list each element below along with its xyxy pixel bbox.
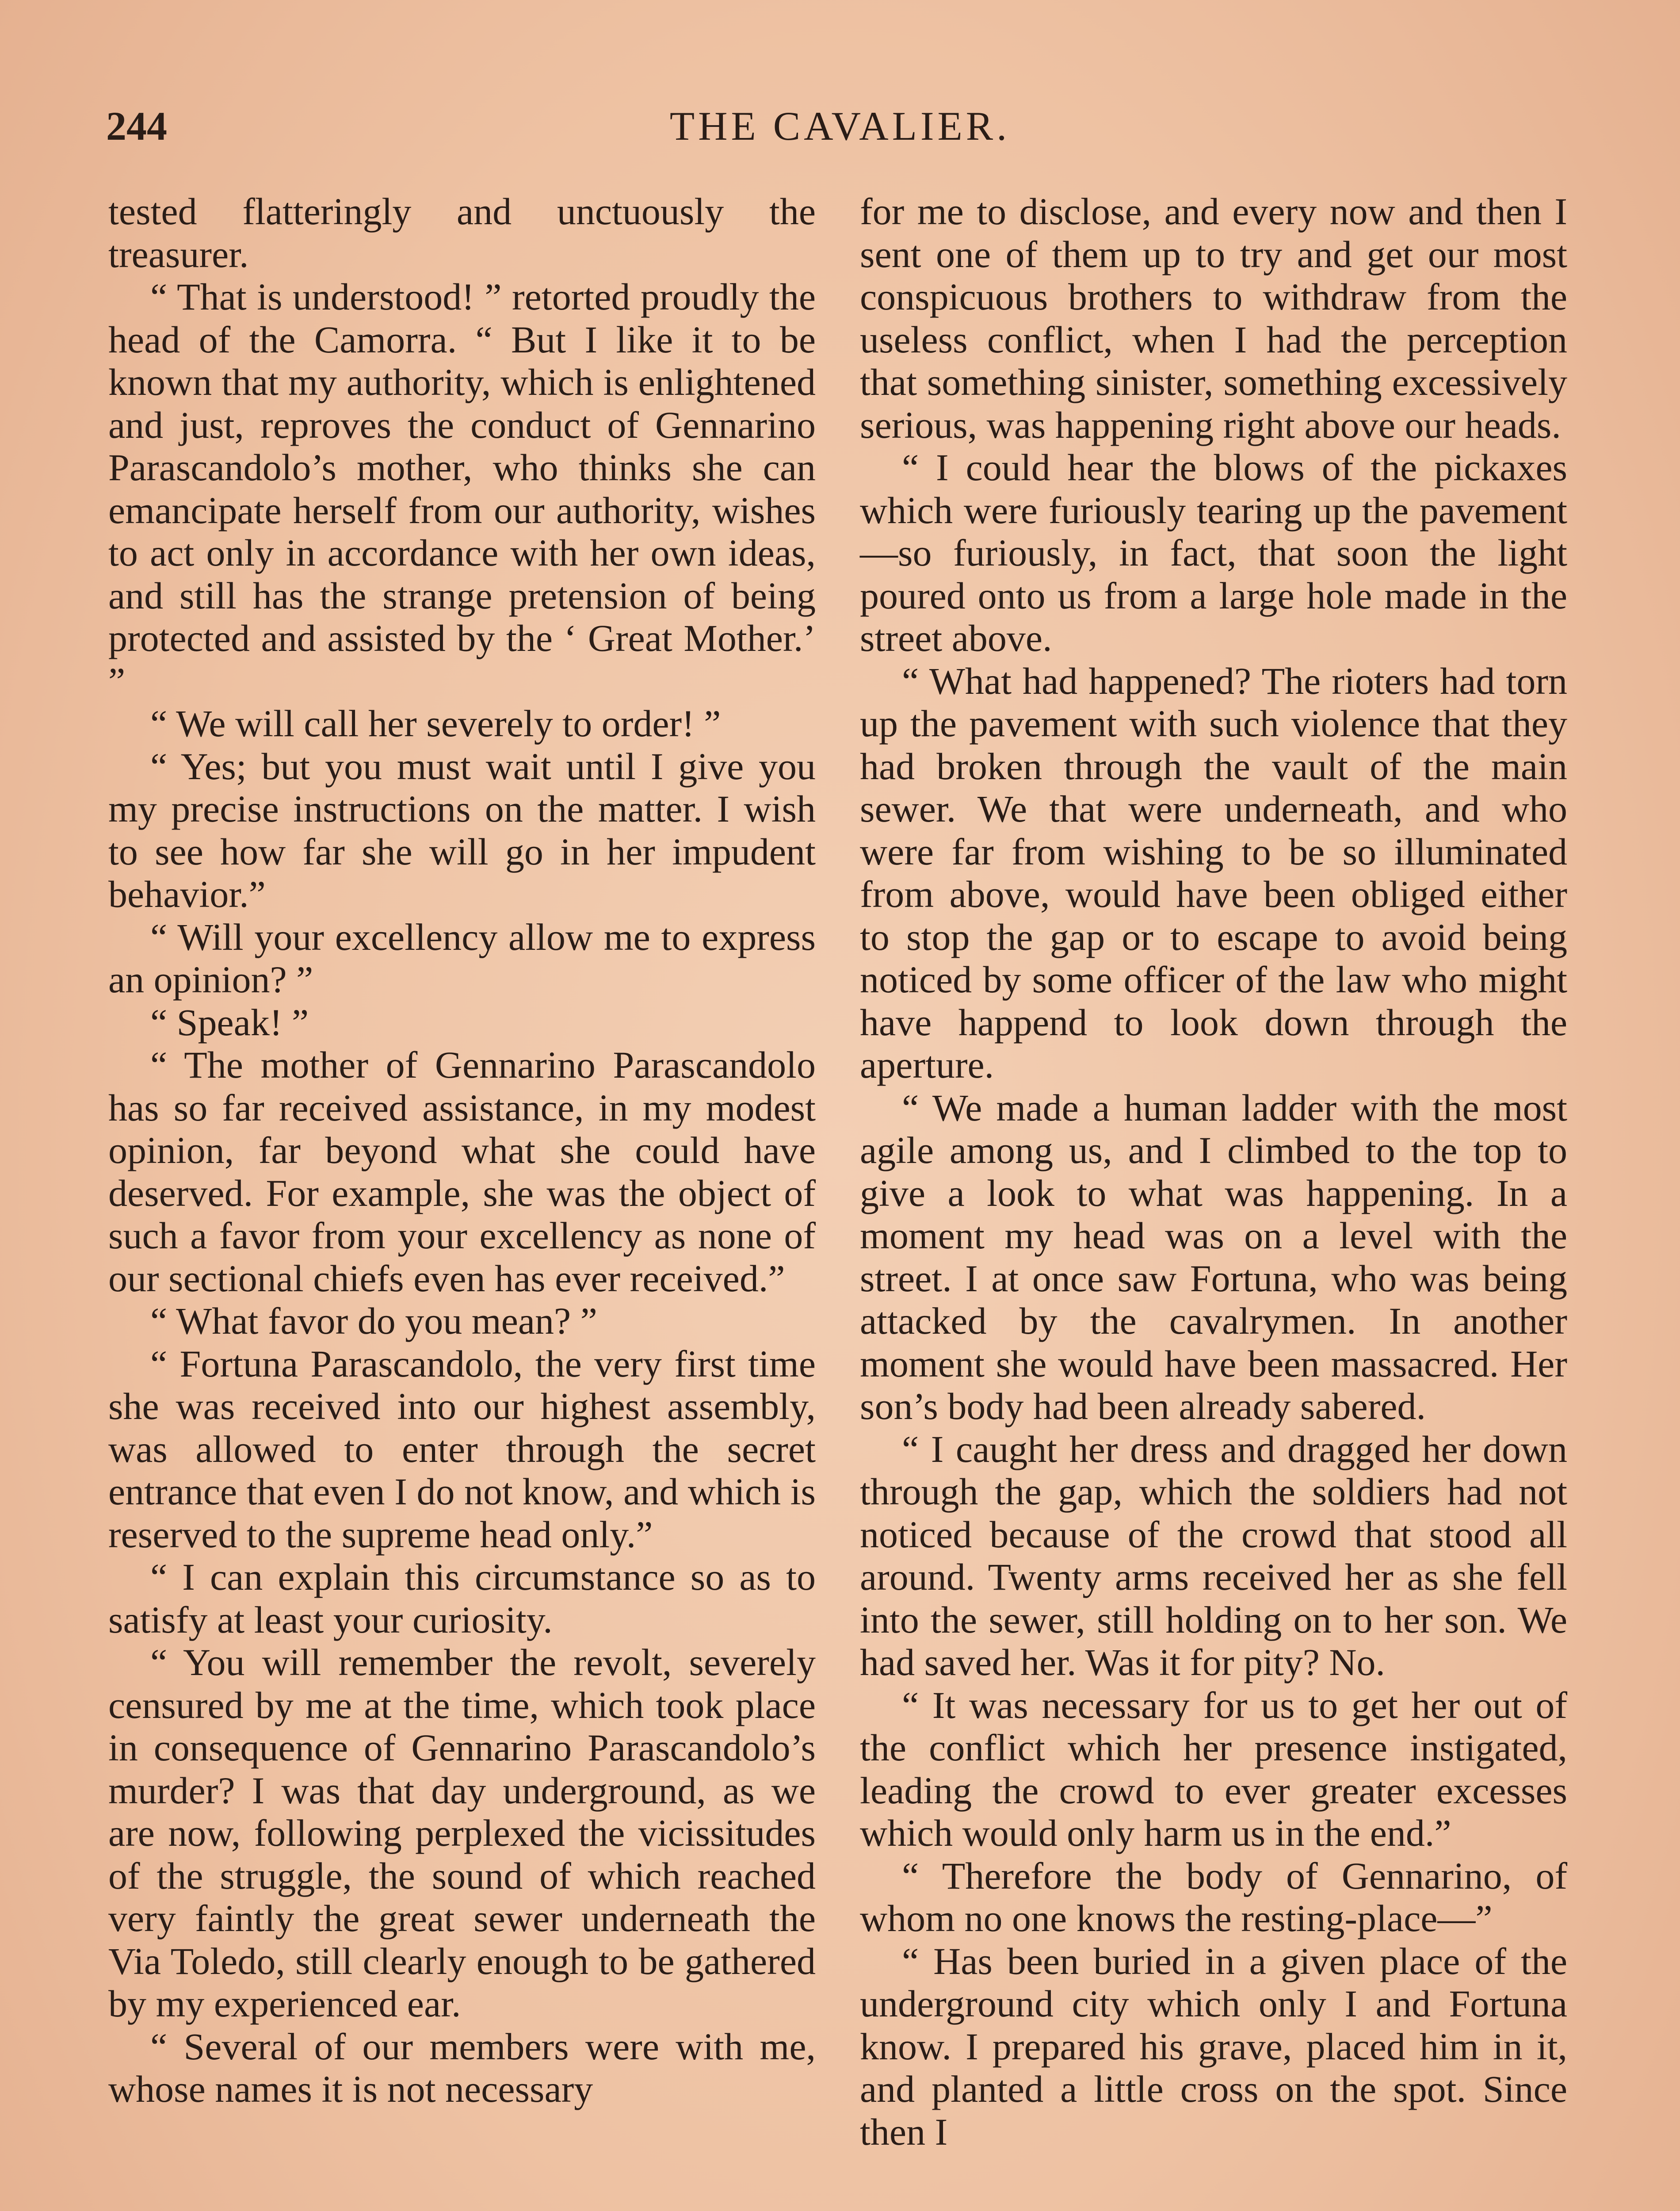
- paragraph: tested flatteringly and unctuously the treasurer.: [108, 190, 816, 275]
- paragraph: “ Fortuna Parascandolo, the very first time she was received into our highest assembly, was allowed to enter through the secret entrance that even I do not know, and which is reserved to the supreme head only.”: [108, 1342, 816, 1556]
- paragraph: “ That is understood! ” retorted proudly the head of the Camorra. “ But I like it to be known that my authority, which is enlightened and just, reproves the conduct of Gennarino Parascandolo’s mother, who thinks she can emancipate herself from our authority, wishes to act only in accordance with her own ideas, and still has the strange pretension of being protected and assisted by the ‘ Great Mother.’ ”: [108, 275, 816, 702]
- paragraph: “ What favor do you mean? ”: [150, 1300, 597, 1342]
- paragraph: “ Yes; but you must wait until I give you my precise instructions on the matter. I wish to see how far she will go in her impudent behavior.”: [108, 745, 816, 915]
- paragraph: “ It was necessary for us to get her out of the conflict which her presence instigated, leading the crowd to ever greater excesses which would only harm us in the end.”: [860, 1683, 1567, 1854]
- paragraph: for me to disclose, and every now and then I sent one of them up to try and get our most conspicuous brothers to withdraw from the useless conflict, when I had the perception that something sinister, something excessively serious, was happening right above our heads.: [860, 190, 1567, 446]
- paragraph: “ You will remember the revolt, severely censured by me at the time, which took place in consequence of Gennarino Parascandolo’s murder? I was that day underground, as we are now, following perplexed the vicissitudes of the struggle, the sound of which reached very faintly the great sewer underneath the Via Toledo, still clearly enough to be gathered by my experienced ear.: [108, 1641, 816, 2025]
- paragraph: “ The mother of Gennarino Parascandolo has so far received assistance, in my modest opinion, far beyond what she could have deserved. For example, she was the object of such a favor from your excellency as none of our sectional chiefs even has ever received.”: [108, 1044, 816, 1300]
- paragraph: “ I caught her dress and dragged her down through the gap, which the soldiers had not noticed because of the crowd that stood all around. Twenty arms received her as she fell into the sewer, still holding on to her son. We had saved her. Was it for pity? No.: [860, 1427, 1567, 1683]
- paragraph: “ What had happened? The rioters had torn up the pavement with such violence that they had broken through the vault of the main sewer. We that were underneath, and who were far from wishing to be so illuminated from above, would have been obliged either to stop the gap or to escape to avoid being noticed by some officer of the law who might have happend to look down through the aperture.: [860, 659, 1567, 1086]
- page-header: [106, 97, 1574, 155]
- paragraph: “ Several of our members were with me, whose names it is not necessary: [108, 2025, 816, 2110]
- paragraph: “ I can explain this circumstance so as to satisfy at least your curiosity.: [108, 1556, 816, 1641]
- paragraph: “ Speak! ”: [150, 1001, 309, 1044]
- page-number: 244: [106, 103, 167, 149]
- paragraph: “ We will call her severely to order! ”: [150, 702, 721, 745]
- paragraph: “ Therefore the body of Gennarino, of whom no one knows the resting-place—”: [860, 1854, 1567, 1939]
- left-column: [108, 190, 816, 2111]
- right-column: [860, 190, 1567, 2153]
- paragraph: “ Will your excellency allow me to express an opinion? ”: [108, 915, 816, 1001]
- running-title: THE CAVALIER.: [669, 103, 1011, 149]
- paragraph: “ We made a human ladder with the most agile among us, and I climbed to the top to give a look to what was happening. In a moment my head was on a level with the street. I at once saw Fortuna, who was being attacked by the cavalrymen. In another moment she would have been massacred. Her son’s body had been already sabered.: [860, 1086, 1567, 1427]
- paragraph: “ I could hear the blows of the pickaxes which were furiously tearing up the pavement—so furiously, in fact, that soon the light poured onto us from a large hole made in the street above.: [860, 446, 1567, 659]
- paragraph: “ Has been buried in a given place of the underground city which only I and Fortuna know. I prepared his grave, placed him in it, and planted a little cross on the spot. Since then I: [860, 1939, 1567, 2153]
